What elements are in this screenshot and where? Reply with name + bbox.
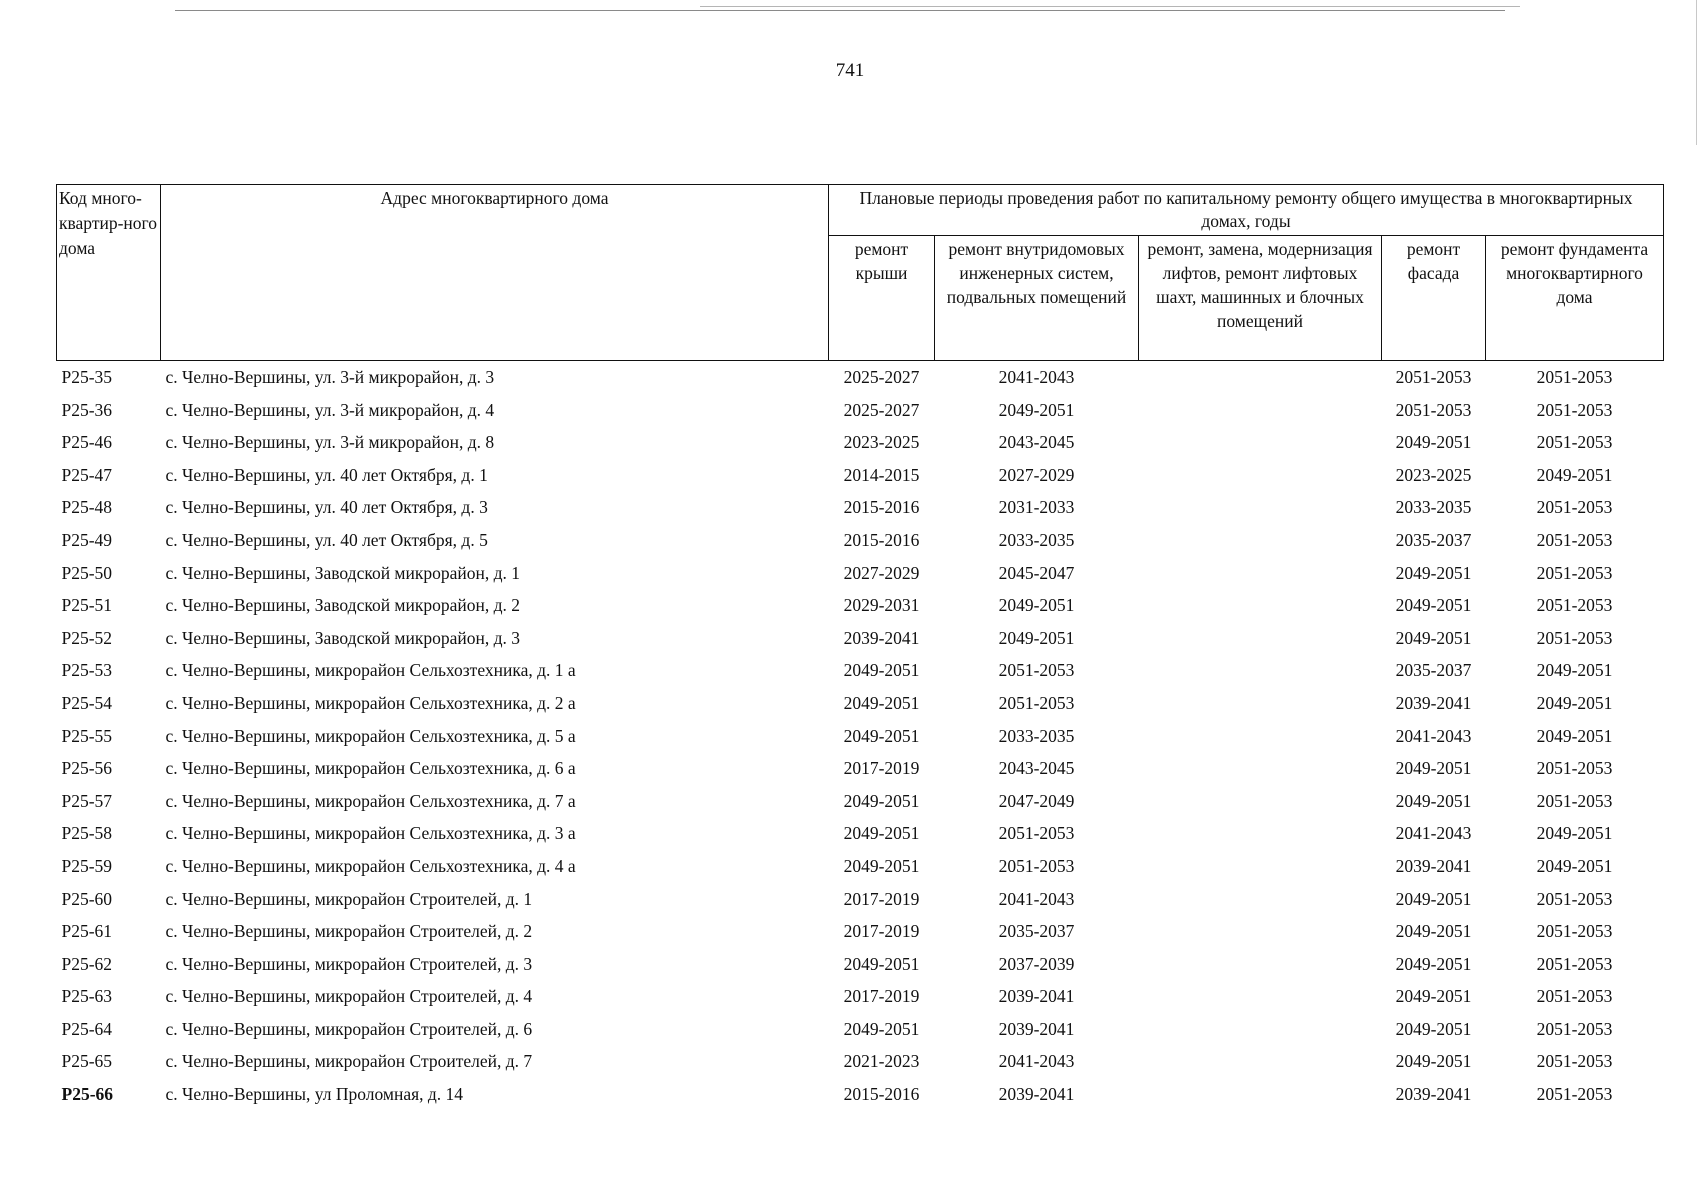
cell-roof: 2049-2051 (843, 953, 920, 974)
cell-facade: 2049-2051 (1395, 1018, 1472, 1039)
cell-elevators (1139, 687, 1382, 720)
cell-foundation: 2051-2053 (1536, 758, 1613, 779)
cell-roof: 2017-2019 (843, 921, 920, 942)
cell-foundation: 2049-2051 (1536, 855, 1613, 876)
cell-foundation: 2051-2053 (1536, 497, 1613, 518)
header-periods-label: Плановые периоды проведения работ по капитальному ремонту общего имущества в многоквартирных домах, годы (859, 188, 1633, 231)
cell-systems: 2039-2041 (998, 986, 1075, 1007)
cell-systems: 2033-2035 (998, 529, 1075, 550)
cell-roof: 2017-2019 (843, 986, 920, 1007)
cell-code: Р25-53 (61, 660, 113, 681)
cell-address: с. Челно-Вершины, ул. 40 лет Октября, д. 5 (165, 529, 488, 550)
cell-code: Р25-55 (61, 725, 113, 746)
cell-foundation: 2051-2053 (1536, 1051, 1613, 1072)
table-row (57, 948, 1664, 981)
cell-facade: 2035-2037 (1395, 660, 1472, 681)
cell-roof: 2049-2051 (843, 725, 920, 746)
table-row (57, 491, 1664, 524)
cell-facade: 2033-2035 (1395, 497, 1472, 518)
cell-address: с. Челно-Вершины, Заводской микрорайон, д. 2 (165, 595, 521, 616)
cell-facade: 2041-2043 (1395, 823, 1472, 844)
header-periods (829, 185, 1664, 236)
cell-elevators (1139, 524, 1382, 557)
cell-code: Р25-46 (61, 432, 113, 453)
cell-elevators (1139, 1078, 1382, 1111)
cell-foundation: 2049-2051 (1536, 692, 1613, 713)
cell-roof: 2017-2019 (843, 758, 920, 779)
cell-systems: 2041-2043 (998, 367, 1075, 387)
cell-facade: 2039-2041 (1395, 1084, 1472, 1105)
cell-roof: 2049-2051 (843, 823, 920, 844)
cell-systems: 2043-2045 (998, 432, 1075, 453)
table-row (57, 361, 1664, 394)
cell-facade: 2049-2051 (1395, 921, 1472, 942)
cell-address: с. Челно-Вершины, микрорайон Сельхозтехника, д. 5 а (165, 725, 576, 746)
table-row (57, 817, 1664, 850)
cell-systems: 2041-2043 (998, 888, 1075, 909)
cell-address: с. Челно-Вершины, микрорайон Строителей, д. 6 (165, 1018, 533, 1039)
cell-foundation: 2051-2053 (1536, 529, 1613, 550)
table-row (57, 915, 1664, 948)
cell-address: с. Челно-Вершины, микрорайон Сельхозтехника, д. 4 а (165, 855, 576, 876)
cell-facade: 2051-2053 (1395, 399, 1472, 420)
cell-systems: 2039-2041 (998, 1084, 1075, 1105)
cell-facade: 2049-2051 (1395, 595, 1472, 616)
cell-address: с. Челно-Вершины, микрорайон Сельхозтехника, д. 7 а (165, 790, 576, 811)
table-row (57, 752, 1664, 785)
cell-code: Р25-36 (61, 399, 113, 420)
cell-roof: 2015-2016 (843, 497, 920, 518)
cell-code: Р25-49 (61, 529, 113, 550)
cell-code: Р25-62 (61, 953, 113, 974)
cell-roof: 2025-2027 (843, 367, 920, 387)
cell-elevators (1139, 394, 1382, 427)
table-row (57, 557, 1664, 590)
cell-roof: 2027-2029 (843, 562, 920, 583)
cell-code: Р25-54 (61, 692, 113, 713)
cell-roof: 2049-2051 (843, 1018, 920, 1039)
scan-top-rule-faint (700, 6, 1520, 7)
cell-facade: 2023-2025 (1395, 464, 1472, 485)
table-row (57, 524, 1664, 557)
cell-address: с. Челно-Вершины, микрорайон Строителей, д. 4 (165, 986, 533, 1007)
cell-systems: 2049-2051 (998, 399, 1075, 420)
cell-facade: 2049-2051 (1395, 432, 1472, 453)
cell-facade: 2049-2051 (1395, 758, 1472, 779)
header-roof-label: ремонт крыши (854, 239, 909, 283)
cell-code: Р25-65 (61, 1051, 113, 1072)
header-foundation-label: ремонт фундамента многоквартирного дома (1500, 239, 1649, 307)
cell-systems: 2049-2051 (998, 595, 1075, 616)
cell-address: с. Челно-Вершины, ул. 40 лет Октября, д. 1 (165, 464, 488, 485)
cell-foundation: 2051-2053 (1536, 790, 1613, 811)
cell-elevators (1139, 980, 1382, 1013)
repair-schedule-table (56, 184, 1664, 1111)
cell-roof: 2039-2041 (843, 627, 920, 648)
cell-roof: 2017-2019 (843, 888, 920, 909)
header-foundation (1486, 236, 1664, 361)
cell-address: с. Челно-Вершины, микрорайон Строителей, д. 3 (165, 953, 533, 974)
cell-elevators (1139, 589, 1382, 622)
cell-roof: 2049-2051 (843, 660, 920, 681)
cell-roof: 2021-2023 (843, 1051, 920, 1072)
cell-facade: 2041-2043 (1395, 725, 1472, 746)
cell-elevators (1139, 752, 1382, 785)
cell-elevators (1139, 915, 1382, 948)
cell-facade: 2049-2051 (1395, 790, 1472, 811)
table-body (57, 361, 1664, 1111)
cell-foundation: 2051-2053 (1536, 562, 1613, 583)
cell-facade: 2049-2051 (1395, 888, 1472, 909)
cell-systems: 2033-2035 (998, 725, 1075, 746)
cell-systems: 2051-2053 (998, 660, 1075, 681)
cell-elevators (1139, 1013, 1382, 1046)
cell-elevators (1139, 850, 1382, 883)
cell-facade: 2035-2037 (1395, 529, 1472, 550)
cell-roof: 2015-2016 (843, 529, 920, 550)
header-elevators-label: ремонт, замена, модернизация лифтов, ремонт лифтовых шахт, машинных и блочных помещений (1147, 239, 1373, 331)
cell-address: с. Челно-Вершины, ул Проломная, д. 14 (165, 1084, 464, 1105)
cell-address: с. Челно-Вершины, микрорайон Сельхозтехника, д. 2 а (165, 692, 576, 713)
cell-address: с. Челно-Вершины, ул. 3-й микрорайон, д. 4 (165, 399, 495, 420)
cell-facade: 2039-2041 (1395, 692, 1472, 713)
cell-facade: 2051-2053 (1395, 367, 1472, 387)
cell-foundation: 2051-2053 (1536, 367, 1613, 387)
cell-code: Р25-52 (61, 627, 113, 648)
cell-roof: 2025-2027 (843, 399, 920, 420)
cell-address: с. Челно-Вершины, микрорайон Строителей, д. 1 (165, 888, 533, 909)
table-row (57, 459, 1664, 492)
cell-code: Р25-47 (61, 464, 113, 485)
cell-code: Р25-56 (61, 758, 113, 779)
cell-address: с. Челно-Вершины, ул. 3-й микрорайон, д. 8 (165, 432, 495, 453)
cell-elevators (1139, 426, 1382, 459)
scan-top-rule (175, 10, 1505, 11)
cell-facade: 2049-2051 (1395, 986, 1472, 1007)
table-row (57, 850, 1664, 883)
header-systems-label: ремонт внутридомовых инженерных систем, подвальных помещений (946, 239, 1127, 307)
header-roof (829, 236, 935, 361)
cell-foundation: 2051-2053 (1536, 1084, 1613, 1105)
cell-code: Р25-50 (61, 562, 113, 583)
cell-elevators (1139, 622, 1382, 655)
table-row (57, 589, 1664, 622)
header-elevators (1139, 236, 1382, 361)
header-code (57, 185, 161, 361)
cell-code: Р25-66 (61, 1084, 114, 1105)
cell-code: Р25-61 (61, 921, 113, 942)
cell-elevators (1139, 1045, 1382, 1078)
page-number: 741 (835, 60, 865, 81)
cell-foundation: 2051-2053 (1536, 921, 1613, 942)
cell-elevators (1139, 557, 1382, 590)
cell-roof: 2049-2051 (843, 790, 920, 811)
cell-code: Р25-64 (61, 1018, 113, 1039)
table-row (57, 980, 1664, 1013)
table-row (57, 1045, 1664, 1078)
cell-systems: 2049-2051 (998, 627, 1075, 648)
cell-systems: 2031-2033 (998, 497, 1075, 518)
cell-elevators (1139, 361, 1382, 394)
cell-roof: 2049-2051 (843, 855, 920, 876)
table-row (57, 720, 1664, 753)
cell-systems: 2039-2041 (998, 1018, 1075, 1039)
cell-systems: 2051-2053 (998, 692, 1075, 713)
cell-address: с. Челно-Вершины, микрорайон Сельхозтехника, д. 1 а (165, 660, 576, 681)
cell-systems: 2051-2053 (998, 855, 1075, 876)
cell-elevators (1139, 720, 1382, 753)
header-facade (1382, 236, 1486, 361)
cell-roof: 2049-2051 (843, 692, 920, 713)
cell-roof: 2015-2016 (843, 1084, 920, 1105)
table-row (57, 426, 1664, 459)
cell-foundation: 2051-2053 (1536, 986, 1613, 1007)
cell-elevators (1139, 883, 1382, 916)
cell-address: с. Челно-Вершины, микрорайон Сельхозтехника, д. 6 а (165, 758, 576, 779)
header-systems (935, 236, 1139, 361)
cell-systems: 2051-2053 (998, 823, 1075, 844)
cell-foundation: 2049-2051 (1536, 823, 1613, 844)
table-row (57, 785, 1664, 818)
cell-elevators (1139, 785, 1382, 818)
cell-code: Р25-48 (61, 497, 113, 518)
table-row (57, 1078, 1664, 1111)
cell-facade: 2049-2051 (1395, 627, 1472, 648)
cell-systems: 2041-2043 (998, 1051, 1075, 1072)
cell-elevators (1139, 817, 1382, 850)
cell-foundation: 2051-2053 (1536, 953, 1613, 974)
cell-foundation: 2051-2053 (1536, 888, 1613, 909)
cell-foundation: 2051-2053 (1536, 595, 1613, 616)
cell-elevators (1139, 491, 1382, 524)
cell-facade: 2039-2041 (1395, 855, 1472, 876)
cell-facade: 2049-2051 (1395, 562, 1472, 583)
header-address (161, 185, 829, 361)
cell-elevators (1139, 459, 1382, 492)
cell-foundation: 2051-2053 (1536, 1018, 1613, 1039)
table-row (57, 622, 1664, 655)
cell-code: Р25-57 (61, 790, 113, 811)
cell-systems: 2035-2037 (998, 921, 1075, 942)
cell-code: Р25-58 (61, 823, 113, 844)
cell-address: с. Челно-Вершины, Заводской микрорайон, д. 3 (165, 627, 521, 648)
cell-roof: 2023-2025 (843, 432, 920, 453)
cell-elevators (1139, 948, 1382, 981)
cell-systems: 2045-2047 (998, 562, 1075, 583)
header-code-label: Код много-квартир-ного дома (59, 188, 158, 258)
cell-address: с. Челно-Вершины, микрорайон Сельхозтехника, д. 3 а (165, 823, 576, 844)
cell-facade: 2049-2051 (1395, 953, 1472, 974)
cell-foundation: 2051-2053 (1536, 399, 1613, 420)
table-row (57, 883, 1664, 916)
cell-foundation: 2049-2051 (1536, 464, 1613, 485)
header-address-label: Адрес многоквартирного дома (380, 188, 609, 208)
cell-foundation: 2051-2053 (1536, 627, 1613, 648)
cell-code: Р25-60 (61, 888, 113, 909)
cell-facade: 2049-2051 (1395, 1051, 1472, 1072)
table-row (57, 687, 1664, 720)
cell-address: с. Челно-Вершины, ул. 3-й микрорайон, д. 3 (165, 367, 495, 387)
cell-systems: 2027-2029 (998, 464, 1075, 485)
cell-roof: 2014-2015 (843, 464, 920, 485)
cell-address: с. Челно-Вершины, Заводской микрорайон, д. 1 (165, 562, 521, 583)
cell-address: с. Челно-Вершины, микрорайон Строителей, д. 2 (165, 921, 533, 942)
cell-systems: 2043-2045 (998, 758, 1075, 779)
table-row (57, 394, 1664, 427)
cell-foundation: 2051-2053 (1536, 432, 1613, 453)
table-row (57, 1013, 1664, 1046)
cell-foundation: 2049-2051 (1536, 660, 1613, 681)
header-facade-label: ремонт фасада (1406, 239, 1461, 283)
cell-code: Р25-59 (61, 855, 113, 876)
cell-address: с. Челно-Вершины, микрорайон Строителей, д. 7 (165, 1051, 533, 1072)
cell-address: с. Челно-Вершины, ул. 40 лет Октября, д. 3 (165, 497, 488, 518)
cell-code: Р25-63 (61, 986, 113, 1007)
cell-systems: 2037-2039 (998, 953, 1075, 974)
cell-code: Р25-51 (61, 595, 113, 616)
cell-systems: 2047-2049 (998, 790, 1075, 811)
cell-roof: 2029-2031 (843, 595, 920, 616)
table-row (57, 654, 1664, 687)
cell-foundation: 2049-2051 (1536, 725, 1613, 746)
cell-elevators (1139, 654, 1382, 687)
cell-code: Р25-35 (61, 367, 113, 387)
